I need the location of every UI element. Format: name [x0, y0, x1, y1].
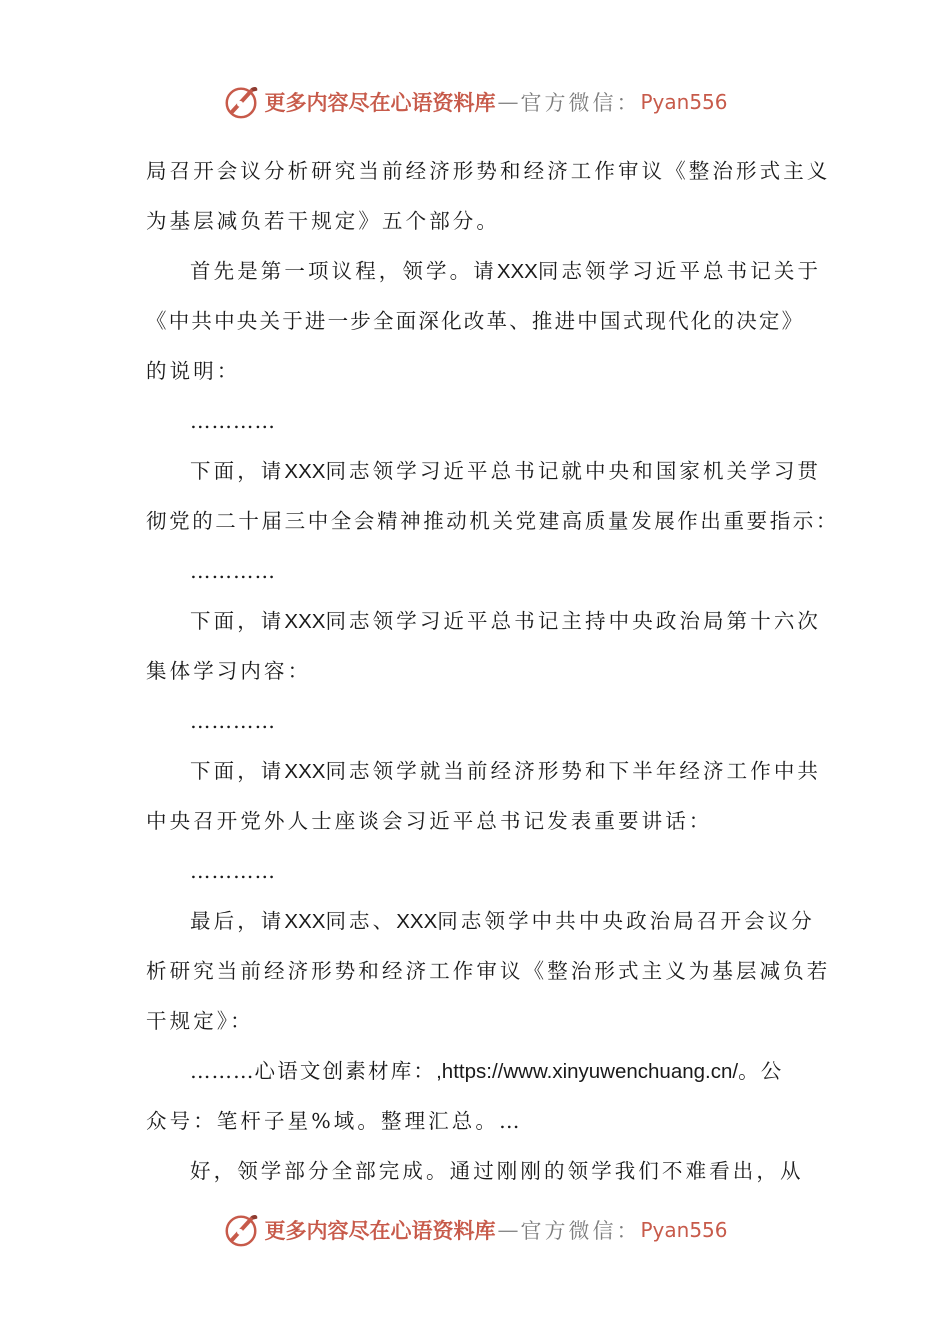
wechat-id: Pyan556 [640, 1218, 728, 1242]
quill-logo-icon [222, 1211, 260, 1249]
text-span: 心语文创素材库： [254, 1059, 437, 1083]
header-banner [0, 80, 950, 124]
text-span: 同志、 [325, 909, 397, 933]
text-line: 局召开会议分析研究当前经济形势和经济工作审议《整治形式主义 [146, 159, 831, 183]
quill-logo-icon [222, 83, 260, 121]
text-line: 为基层减负若干规定》五个部分。 [146, 209, 500, 233]
paragraph-second-item [146, 446, 822, 496]
text-span: 同志领学中共中央政治局召开会议分 [437, 909, 815, 933]
document-body [146, 146, 839, 1196]
text-line: 析研究当前经济形势和经济工作审议《整治形式主义为基层减负若 [146, 959, 831, 983]
ellipsis-line: ………… [190, 859, 276, 883]
text-span: 同志领学习近平总书记主持中央政治局第十六次 [325, 609, 822, 633]
paragraph-final-item [146, 896, 815, 946]
ellipsis-line: ………… [190, 559, 276, 583]
text-line: 集体学习内容： [146, 659, 312, 683]
text-span: 下面，请 [190, 609, 285, 633]
banner-dash: — [497, 1218, 519, 1242]
placeholder-name: XXX [284, 610, 326, 633]
text-line: 众号：笔杆子星%域。整理汇总。… [146, 1109, 523, 1133]
ellipsis-line: ………… [190, 709, 276, 733]
promo-text: 更多内容尽在心语资料库 [264, 1218, 496, 1243]
source-url-link[interactable]: ,https://www.xinyuwenchuang.cn/ [436, 1060, 739, 1083]
official-wechat-label: 官方微信： [520, 1219, 641, 1243]
ellipsis-span: ……… [190, 1059, 255, 1083]
text-line: 中央召开党外人士座谈会习近平总书记发表重要讲话： [146, 809, 713, 833]
placeholder-name: XXX [284, 910, 326, 933]
paragraph-third-item [146, 596, 822, 646]
placeholder-name: XXX [284, 460, 326, 483]
text-span: 下面，请 [190, 759, 285, 783]
paragraph-fourth-item [146, 746, 822, 796]
paragraph-first-agenda [146, 246, 822, 296]
placeholder-name: XXX [284, 760, 326, 783]
text-span: 首先是第一项议程，领学。请 [190, 259, 497, 283]
text-span: 同志领学就当前经济形势和下半年经济工作中共 [325, 759, 822, 783]
text-span: 最后，请 [190, 909, 285, 933]
wechat-id: Pyan556 [640, 90, 728, 114]
placeholder-name: XXX [496, 260, 538, 283]
text-line: 的说明： [146, 359, 241, 383]
text-line: 干规定》： [146, 1009, 254, 1033]
text-line: 《中共中央关于进一步全面深化改革、推进中国式现代化的决定》 [146, 309, 805, 333]
placeholder-name: XXX [396, 910, 438, 933]
paragraph-conclusion: 好，领学部分全部完成。通过刚刚的领学我们不难看出，从 [190, 1159, 804, 1183]
text-line: 彻党的二十届三中全会精神推动机关党建高质量发展作出重要指示： [146, 509, 839, 533]
footer-banner [0, 1208, 950, 1252]
ellipsis-line: ………… [190, 409, 276, 433]
paragraph-source-note [146, 1046, 806, 1096]
text-span: 。公 [738, 1059, 784, 1083]
text-span: 下面，请 [190, 459, 285, 483]
text-span: 同志领学习近平总书记关于 [537, 259, 822, 283]
text-span: 同志领学习近平总书记就中央和国家机关学习贯 [325, 459, 822, 483]
banner-dash: — [497, 90, 519, 114]
official-wechat-label: 官方微信： [520, 91, 641, 115]
promo-text: 更多内容尽在心语资料库 [264, 90, 496, 115]
